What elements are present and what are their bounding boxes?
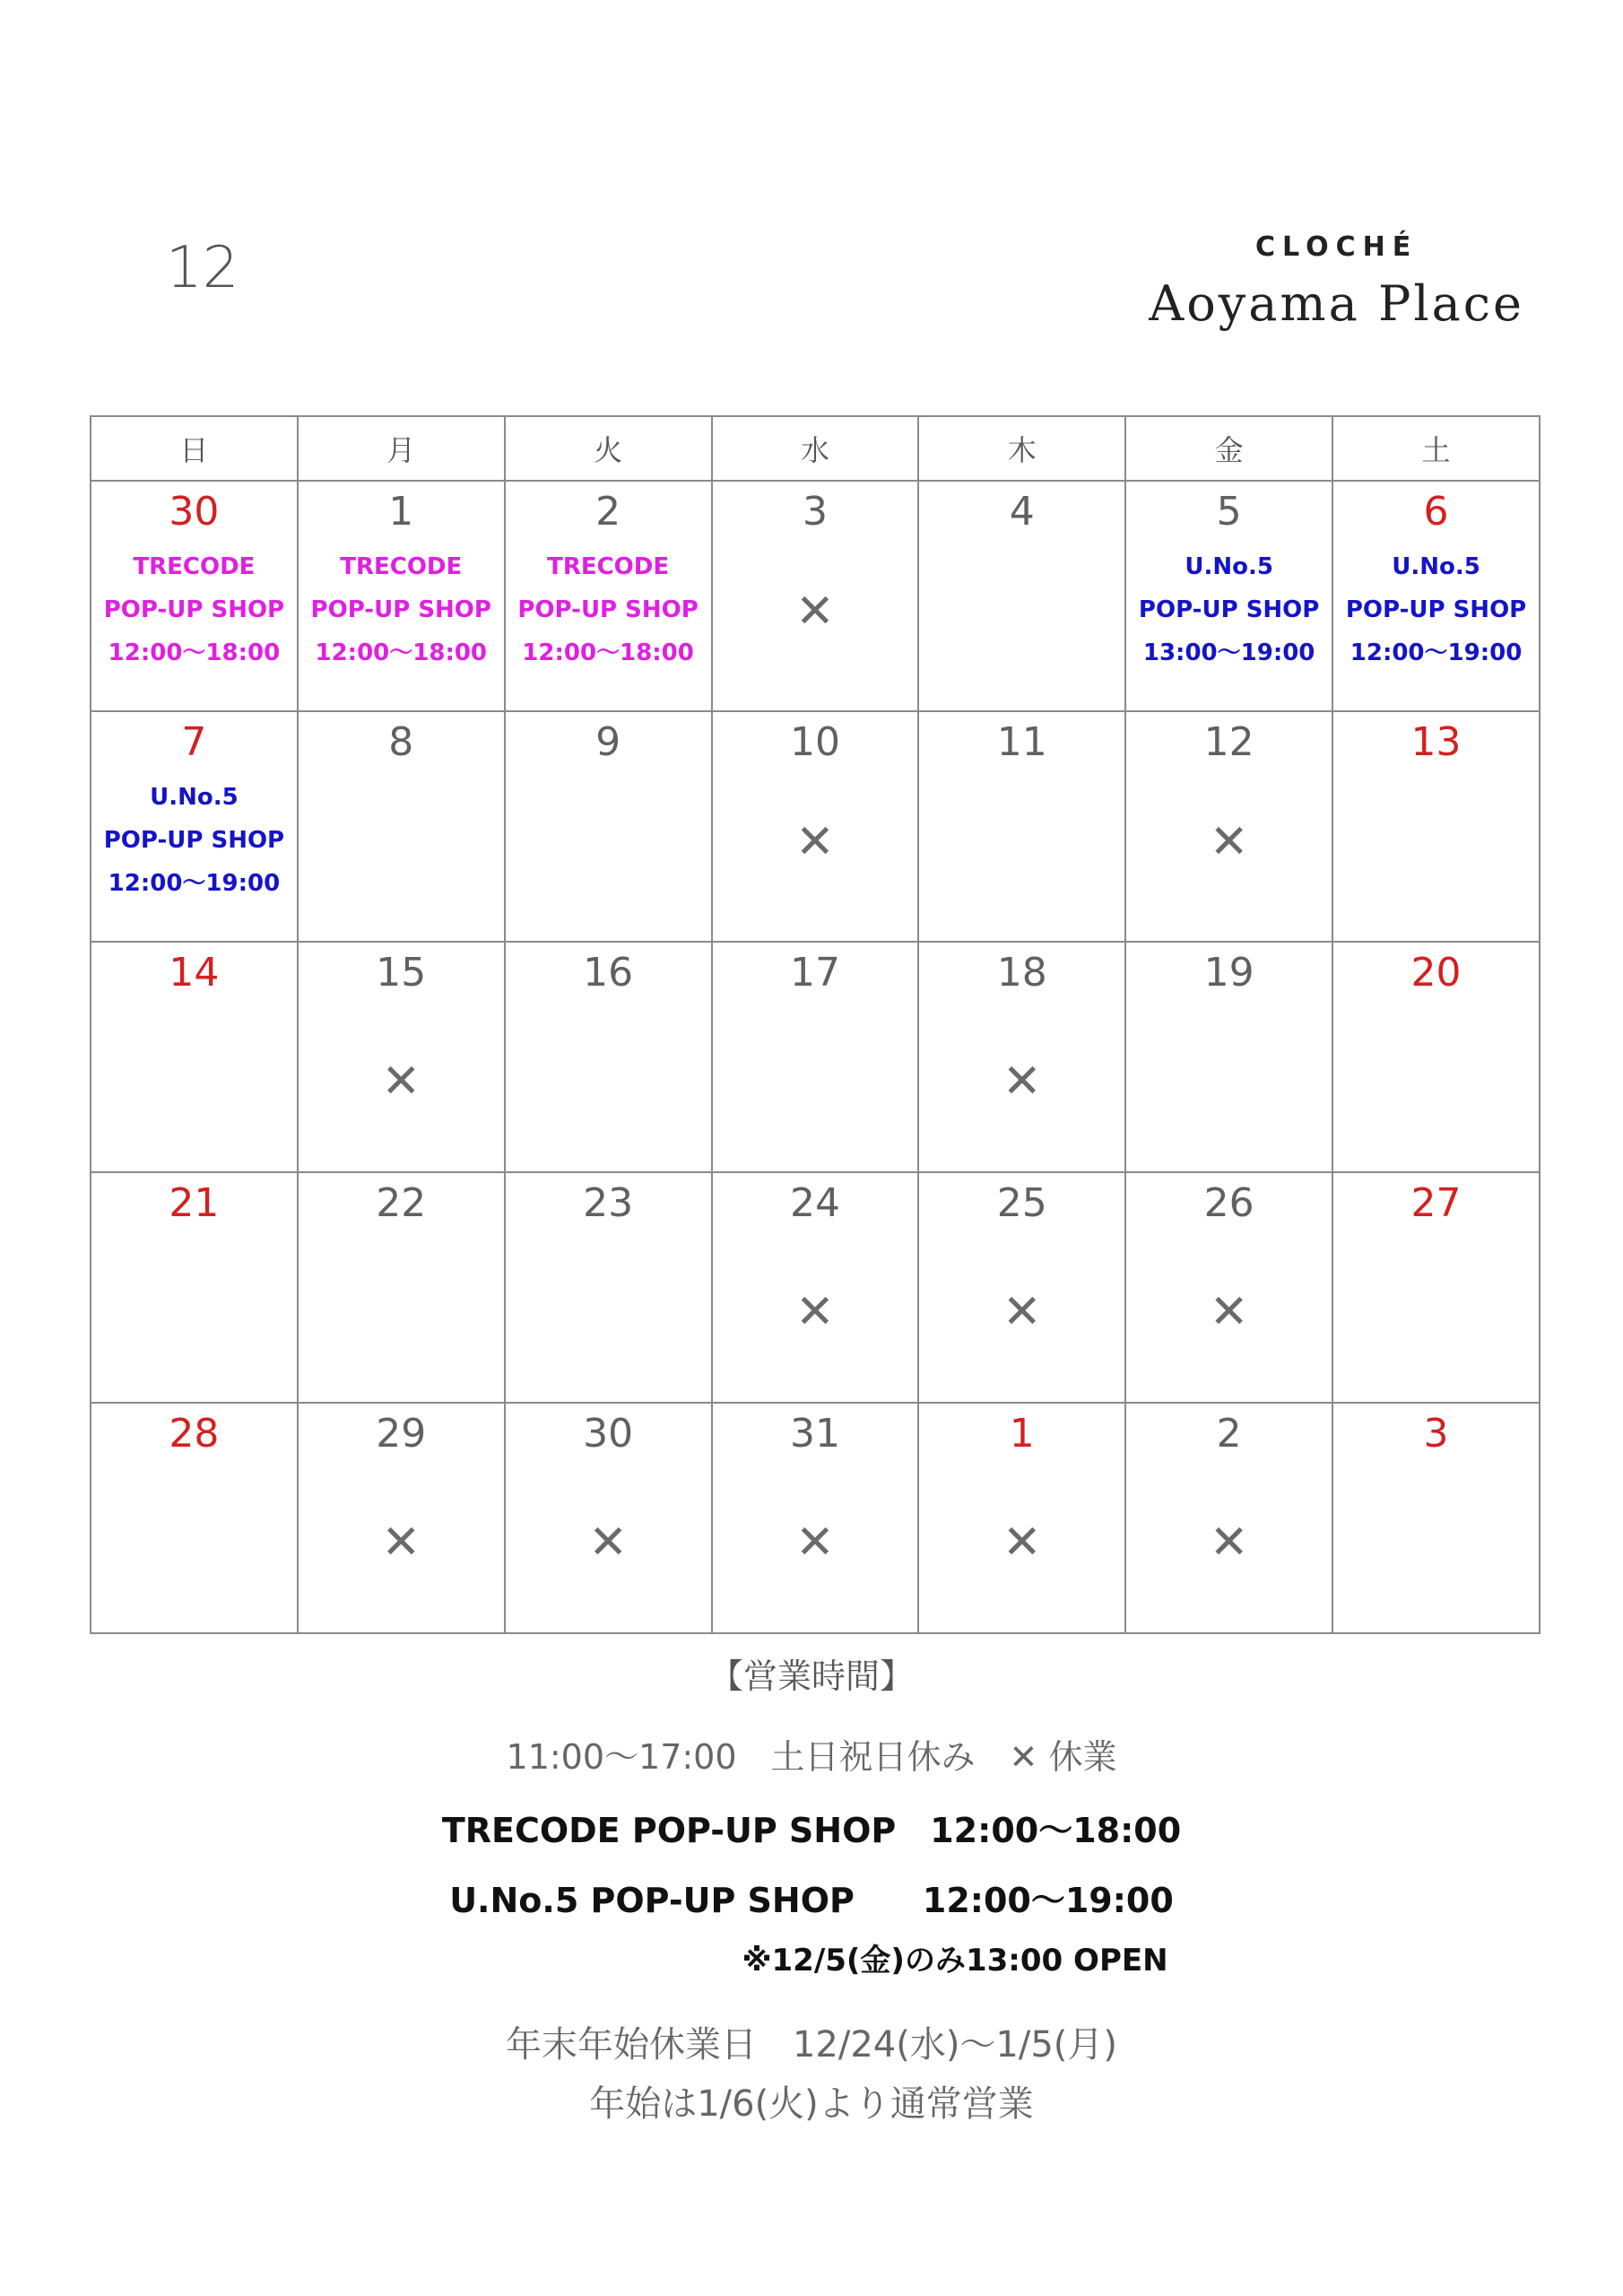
- popup-event-line: POP-UP SHOP: [103, 826, 285, 854]
- day-number: 11: [996, 719, 1047, 765]
- day-number: 1: [388, 489, 414, 535]
- closed-x-icon: ✕: [1002, 1054, 1042, 1109]
- calendar-day-cell: [298, 711, 505, 942]
- day-number: 9: [595, 719, 621, 765]
- day-number: 29: [376, 1411, 427, 1457]
- day-number: 6: [1423, 489, 1449, 535]
- calendar-day-cell: [1125, 1403, 1332, 1633]
- day-number: 3: [1423, 1411, 1449, 1457]
- day-number: 26: [1203, 1180, 1254, 1226]
- closed-x-icon: ✕: [795, 814, 835, 869]
- popup-event-line: 12:00〜18:00: [315, 639, 488, 666]
- calendar-day-cell: [918, 1403, 1125, 1633]
- popup-event-line: TRECODE: [133, 552, 256, 580]
- closed-x-icon: ✕: [795, 1284, 835, 1339]
- calendar-week-row: [91, 1403, 1540, 1633]
- closed-x-icon: ✕: [1002, 1515, 1042, 1570]
- day-number: 5: [1216, 489, 1242, 535]
- popup-event: [1126, 545, 1332, 674]
- popup-event: [506, 545, 711, 674]
- day-number: 28: [169, 1411, 220, 1457]
- calendar-day-cell: [505, 1403, 712, 1633]
- day-number: 25: [996, 1180, 1047, 1226]
- calendar-day-cell: [1332, 481, 1540, 711]
- popup-event: [299, 545, 504, 674]
- popup-event-line: U.No.5: [1392, 552, 1480, 580]
- popup-event: [91, 545, 297, 674]
- popup-event-line: U.No.5: [1185, 552, 1273, 580]
- weekday-thu: 木: [918, 416, 1125, 481]
- calendar-table: [90, 415, 1541, 1634]
- popup-event-line: TRECODE: [340, 552, 463, 580]
- popup-event: [91, 776, 297, 905]
- calendar-day-cell: [918, 481, 1125, 711]
- popup-event-line: POP-UP SHOP: [517, 596, 699, 623]
- weekday-header-row: [91, 416, 1540, 481]
- closed-x-icon: ✕: [381, 1515, 421, 1570]
- calendar-day-cell: [298, 942, 505, 1172]
- day-number: 24: [789, 1180, 840, 1226]
- trecode-popup-hours: TRECODE POP-UP SHOP 12:00〜18:00: [441, 1811, 1182, 1850]
- month-number: 12: [166, 235, 239, 301]
- calendar-day-cell: [1125, 481, 1332, 711]
- calendar-day-cell: [505, 711, 712, 942]
- closed-x-icon: ✕: [381, 1054, 421, 1109]
- day-number: 8: [388, 719, 414, 765]
- weekday-wed: 水: [712, 416, 919, 481]
- calendar-day-cell: [1332, 711, 1540, 942]
- business-hours-line: 11:00〜17:00 土日祝日休み ✕ 休業: [506, 1737, 1117, 1777]
- day-number: 18: [996, 950, 1047, 996]
- calendar-day-cell: [712, 711, 919, 942]
- calendar-day-cell: [505, 942, 712, 1172]
- weekday-mon: 月: [298, 416, 505, 481]
- calendar-day-cell: [1332, 1172, 1540, 1403]
- calendar-week-row: [91, 1172, 1540, 1403]
- calendar-day-cell: [918, 942, 1125, 1172]
- calendar-week-row: [91, 942, 1540, 1172]
- popup-event-line: 12:00〜18:00: [108, 639, 281, 666]
- calendar-day-cell: [505, 481, 712, 711]
- day-number: 20: [1410, 950, 1462, 996]
- popup-event-line: 12:00〜19:00: [108, 869, 281, 897]
- calendar-day-cell: [1332, 1403, 1540, 1633]
- day-number: 2: [595, 489, 621, 535]
- closed-x-icon: ✕: [795, 1515, 835, 1570]
- calendar-day-cell: [91, 1403, 298, 1633]
- calendar-day-cell: [712, 1172, 919, 1403]
- popup-event-line: POP-UP SHOP: [1138, 596, 1320, 623]
- popup-event-line: 12:00〜18:00: [522, 639, 694, 666]
- calendar-day-cell: [918, 1172, 1125, 1403]
- day-number: 27: [1410, 1180, 1462, 1226]
- day-number: 23: [583, 1180, 634, 1226]
- day-number: 2: [1216, 1411, 1242, 1457]
- day-number: 12: [1203, 719, 1254, 765]
- day-number: 3: [802, 489, 828, 535]
- day-number: 30: [583, 1411, 634, 1457]
- day-number: 30: [169, 489, 220, 535]
- popup-event-line: TRECODE: [547, 552, 670, 580]
- day-number: 16: [583, 950, 634, 996]
- popup-event-line: 12:00〜19:00: [1350, 639, 1523, 666]
- calendar-day-cell: [712, 942, 919, 1172]
- popup-event-line: 13:00〜19:00: [1142, 639, 1315, 666]
- calendar-day-cell: [298, 481, 505, 711]
- popup-event-line: U.No.5: [150, 783, 239, 811]
- day-number: 14: [169, 950, 220, 996]
- day-number: 17: [789, 950, 840, 996]
- calendar-day-cell: [1125, 711, 1332, 942]
- business-hours-title: 【営業時間】: [708, 1657, 914, 1696]
- brand-sub-title: CLOCHÉ: [1255, 231, 1419, 263]
- calendar-week-row: [91, 711, 1540, 942]
- new-year-reopen: 年始は1/6(火)より通常営業: [589, 2083, 1034, 2125]
- calendar-day-cell: [298, 1403, 505, 1633]
- day-number: 10: [789, 719, 840, 765]
- day-number: 13: [1410, 719, 1462, 765]
- day-number: 4: [1009, 489, 1035, 535]
- weekday-tue: 火: [505, 416, 712, 481]
- popup-event-line: POP-UP SHOP: [1345, 596, 1527, 623]
- closed-x-icon: ✕: [1209, 1515, 1249, 1570]
- calendar-day-cell: [298, 1172, 505, 1403]
- brand-main-title: Aoyama Place: [1149, 275, 1524, 332]
- day-number: 19: [1203, 950, 1254, 996]
- day-number: 15: [376, 950, 427, 996]
- calendar-day-cell: [505, 1172, 712, 1403]
- day-number: 1: [1009, 1411, 1035, 1457]
- closed-x-icon: ✕: [1209, 1284, 1249, 1339]
- calendar-day-cell: [712, 1403, 919, 1633]
- day-number: 7: [181, 719, 207, 765]
- day-number: 22: [376, 1180, 427, 1226]
- open-time-note: ※12/5(金)のみ13:00 OPEN: [742, 1943, 1168, 1979]
- uno5-popup-hours: U.No.5 POP-UP SHOP 12:00〜19:00: [449, 1881, 1174, 1920]
- calendar-day-cell: [712, 481, 919, 711]
- year-end-closure: 年末年始休業日 12/24(水)〜1/5(月): [505, 2024, 1118, 2066]
- calendar-day-cell: [91, 711, 298, 942]
- weekday-sat: 土: [1332, 416, 1540, 481]
- calendar-day-cell: [1125, 942, 1332, 1172]
- calendar-day-cell: [91, 481, 298, 711]
- popup-event: [1333, 545, 1539, 674]
- calendar-day-cell: [91, 1172, 298, 1403]
- day-number: 21: [169, 1180, 220, 1226]
- closed-x-icon: ✕: [588, 1515, 628, 1570]
- popup-event-line: POP-UP SHOP: [103, 596, 285, 623]
- calendar-day-cell: [1332, 942, 1540, 1172]
- calendar-week-row: [91, 481, 1540, 711]
- closed-x-icon: ✕: [1209, 814, 1249, 869]
- closed-x-icon: ✕: [795, 584, 835, 639]
- day-number: 31: [789, 1411, 840, 1457]
- weekday-fri: 金: [1125, 416, 1332, 481]
- calendar-day-cell: [918, 711, 1125, 942]
- calendar-body: [91, 481, 1540, 1633]
- weekday-sun: 日: [91, 416, 298, 481]
- brand-logo: [1149, 231, 1524, 332]
- calendar-day-cell: [91, 942, 298, 1172]
- calendar-day-cell: [1125, 1172, 1332, 1403]
- closed-x-icon: ✕: [1002, 1284, 1042, 1339]
- popup-event-line: POP-UP SHOP: [310, 596, 491, 623]
